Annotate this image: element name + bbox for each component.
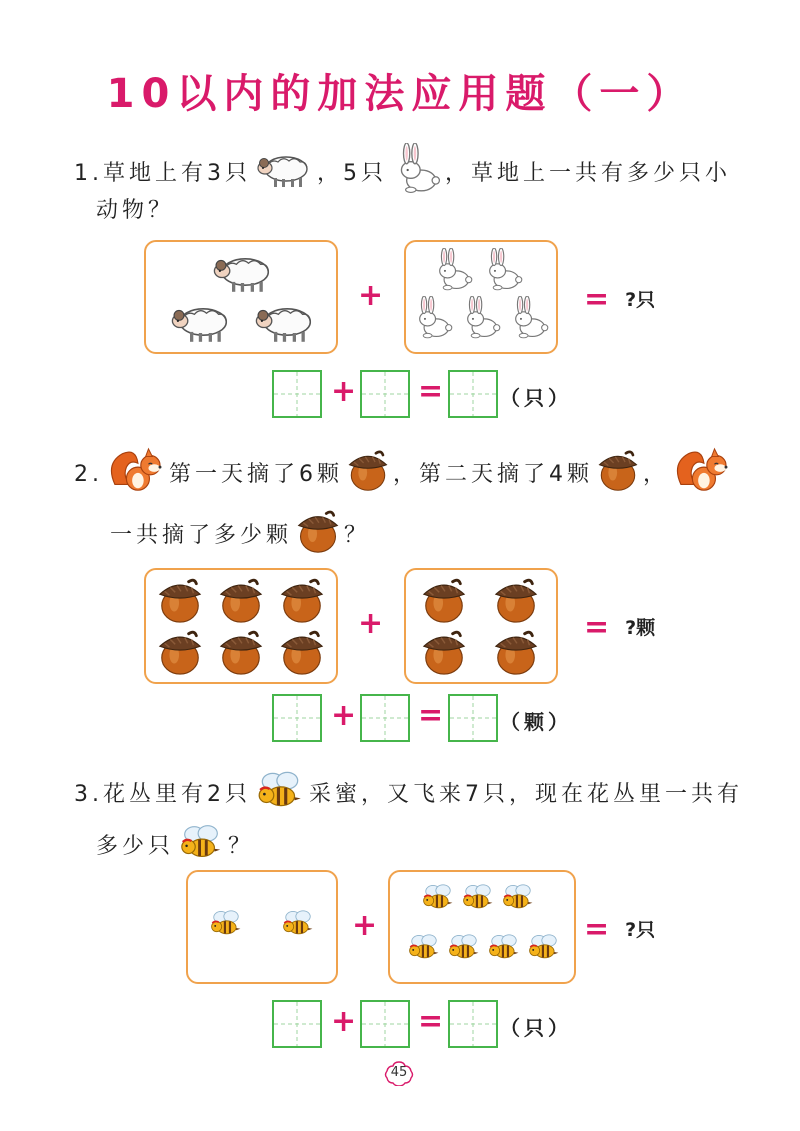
bee-icon: [526, 932, 562, 962]
problem-2-line-1: [74, 446, 735, 503]
bee-icon: [486, 932, 522, 962]
page-number-badge: [384, 1060, 414, 1086]
squirrel-icon: [106, 446, 166, 503]
problem-1-text: ，草地上一共有多少只小: [445, 160, 732, 186]
sheep-icon: [254, 149, 314, 198]
bee-icon: [460, 882, 496, 912]
question-text: ?只: [625, 919, 656, 941]
acorn-icon: [217, 628, 265, 676]
rabbit-icon: [410, 296, 454, 340]
question-text: ?只: [625, 289, 656, 311]
problem-2-text: 2.: [74, 461, 103, 487]
answer-box[interactable]: [272, 694, 322, 742]
problem-3-left-panel: [186, 870, 338, 984]
plus-sign: +: [331, 1004, 357, 1039]
question-text: ?颗: [625, 617, 656, 639]
sheep-icon: [252, 300, 318, 344]
problem-1-text: ，5只: [317, 160, 387, 186]
rabbit-icon: [390, 143, 442, 204]
problem-3-text: 采蜜，又飞来7只，现在花丛里一共有: [309, 781, 743, 807]
problem-3-text: 3.花丛里有2只: [74, 781, 251, 807]
problem-2-text: ，第二天摘了4颗: [393, 461, 593, 487]
problem-1-line-1: [74, 143, 731, 204]
bee-icon: [254, 768, 306, 821]
problem-2-text: ？: [344, 522, 371, 548]
problem-3-line-1: [74, 768, 743, 821]
problem-1-question: [584, 282, 655, 317]
problem-3-text: ？: [228, 833, 255, 859]
problem-2-line-2: [110, 508, 370, 563]
rabbit-icon: [506, 296, 550, 340]
answer-box[interactable]: [448, 370, 498, 418]
problem-1-left-panel: [144, 240, 338, 354]
equals-sign: =: [584, 610, 610, 645]
problem-2-text: ，: [643, 461, 670, 487]
acorn-icon: [420, 628, 468, 676]
problem-1-text: 动物？: [96, 198, 175, 223]
rabbit-icon: [430, 248, 474, 292]
problem-2-text: 第一天摘了6颗: [169, 461, 343, 487]
answer-box[interactable]: [360, 694, 410, 742]
sheep-icon: [168, 300, 234, 344]
rabbit-icon: [480, 248, 524, 292]
acorn-icon: [156, 576, 204, 624]
page-number: 45: [390, 1065, 408, 1080]
answer-box[interactable]: [272, 370, 322, 418]
problem-2-left-panel: [144, 568, 338, 684]
problem-2-text: 一共摘了多少颗: [110, 522, 293, 548]
unit-label: （只）: [500, 1016, 572, 1040]
acorn-icon: [346, 448, 390, 501]
acorn-icon: [492, 576, 540, 624]
acorn-icon: [156, 628, 204, 676]
acorn-icon: [492, 628, 540, 676]
acorn-icon: [217, 576, 265, 624]
plus-sign: +: [352, 908, 378, 943]
bee-icon: [420, 882, 456, 912]
problem-3-question: [584, 912, 655, 947]
equals-sign: =: [418, 1004, 444, 1039]
answer-box[interactable]: [448, 694, 498, 742]
page-title: 10以内的加法应用题（一）: [106, 71, 694, 117]
bee-icon: [446, 932, 482, 962]
equals-sign: =: [584, 282, 610, 317]
answer-box[interactable]: [272, 1000, 322, 1048]
problem-3-right-panel: [388, 870, 576, 984]
bee-icon: [406, 932, 442, 962]
problem-1-line-2: [96, 196, 174, 226]
answer-box[interactable]: [360, 370, 410, 418]
bee-icon: [500, 882, 536, 912]
equals-sign: =: [418, 374, 444, 409]
acorn-icon: [278, 576, 326, 624]
acorn-icon: [596, 448, 640, 501]
equals-sign: =: [418, 698, 444, 733]
plus-sign: +: [358, 606, 384, 641]
plus-sign: +: [358, 278, 384, 313]
rabbit-icon: [458, 296, 502, 340]
problem-3-text: 多少只: [96, 833, 175, 859]
problem-1-text: 1.草地上有3只: [74, 160, 251, 186]
problem-2-question: [584, 610, 655, 645]
acorn-icon: [295, 508, 341, 563]
squirrel-icon: [672, 446, 732, 503]
bee-icon: [208, 908, 244, 938]
bee-icon: [280, 908, 316, 938]
unit-label: （只）: [500, 386, 572, 410]
acorn-icon: [278, 628, 326, 676]
sheep-icon: [210, 250, 276, 294]
problem-2-right-panel: [404, 568, 558, 684]
answer-box[interactable]: [448, 1000, 498, 1048]
problem-1-right-panel: [404, 240, 558, 354]
plus-sign: +: [331, 374, 357, 409]
plus-sign: +: [331, 698, 357, 733]
answer-box[interactable]: [360, 1000, 410, 1048]
problem-3-line-2: [96, 822, 254, 871]
equals-sign: =: [584, 912, 610, 947]
bee-icon: [177, 822, 225, 871]
unit-label: （颗）: [500, 710, 572, 734]
acorn-icon: [420, 576, 468, 624]
